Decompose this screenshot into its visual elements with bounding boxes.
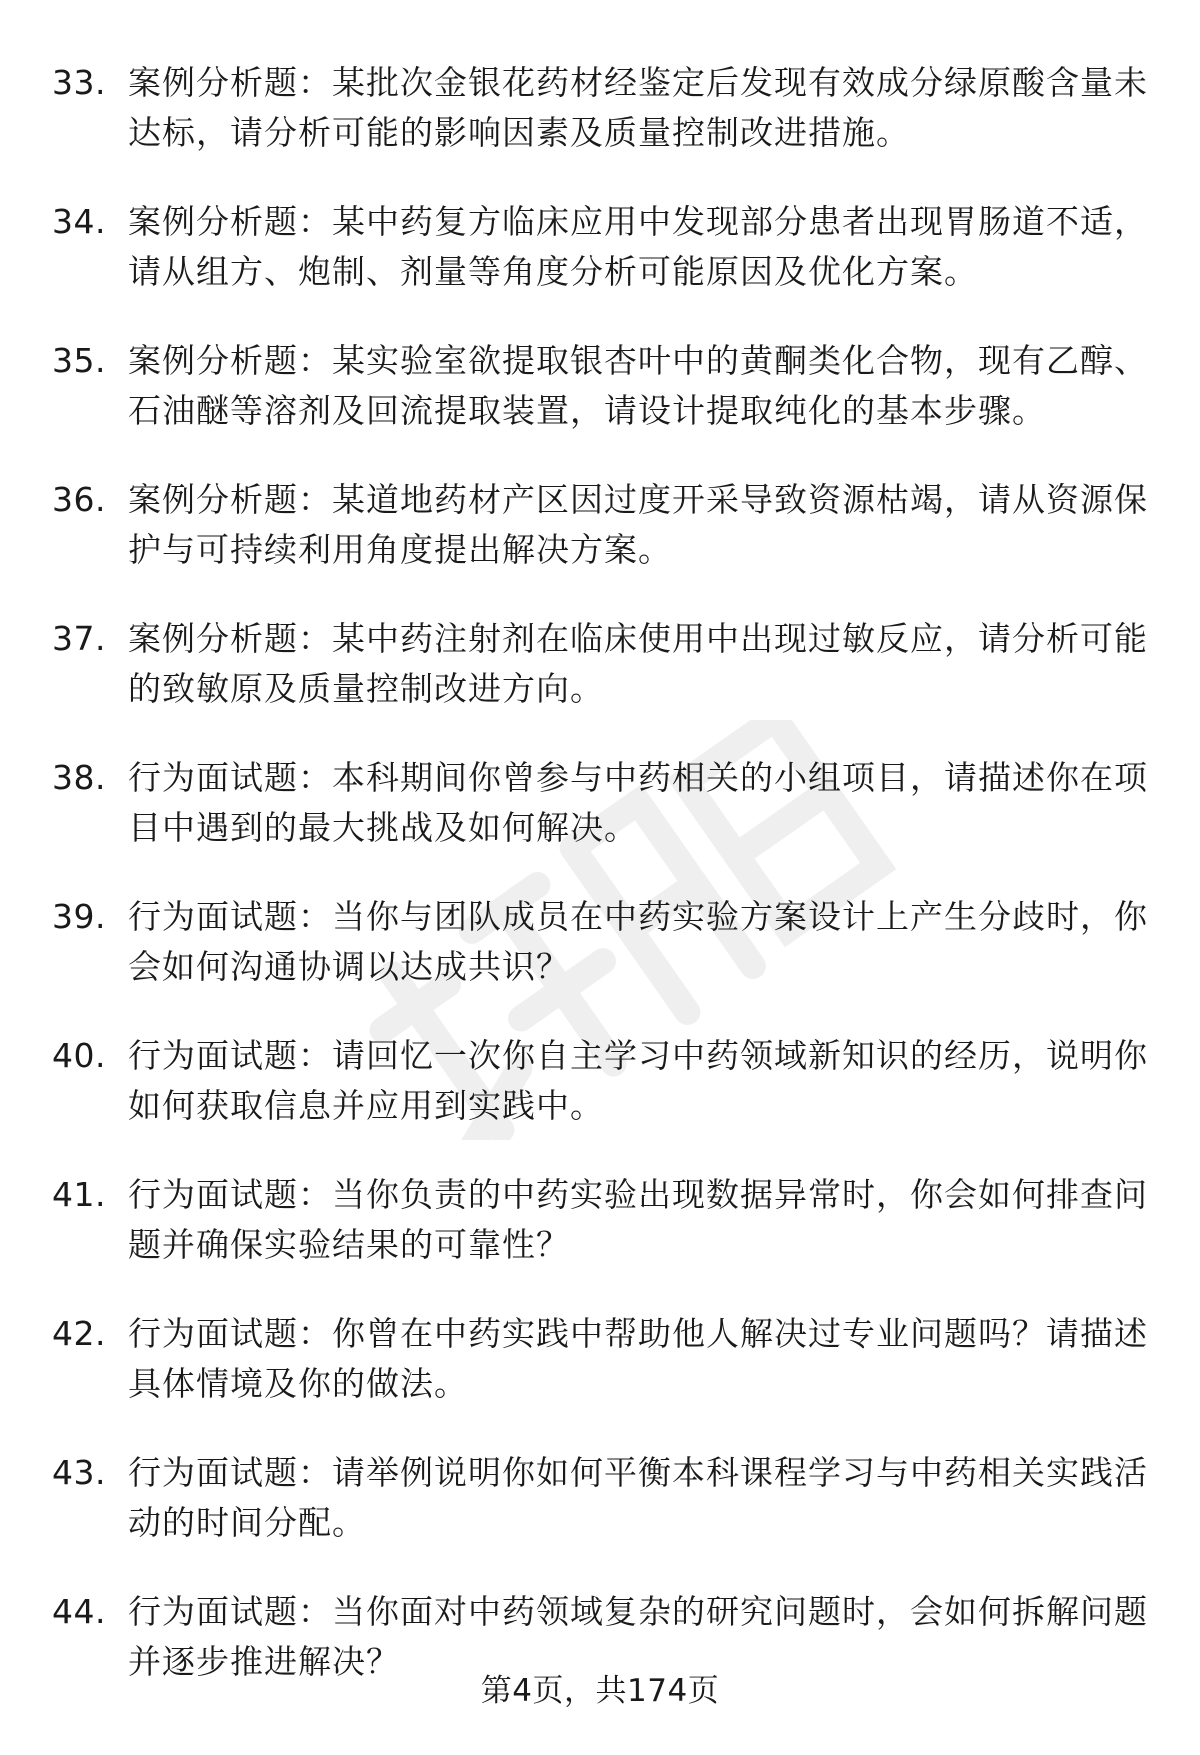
question-item [52,892,1152,992]
question-text: 行为面试题：请回忆一次你自主学习中药领域新知识的经历，说明你如何获取信息并应用到实践中。 [128,1036,1148,1125]
question-text: 案例分析题：某道地药材产区因过度开采导致资源枯竭，请从资源保护与可持续利用角度提出解决方案。 [128,480,1148,569]
question-text: 行为面试题：你曾在中药实践中帮助他人解决过专业问题吗？请描述具体情境及你的做法。 [128,1314,1148,1403]
question-text: 行为面试题：当你负责的中药实验出现数据异常时，你会如何排查问题并确保实验结果的可靠性？ [128,1175,1148,1264]
question-number: 43. [52,1453,106,1492]
question-item [52,1170,1152,1270]
question-item [52,614,1152,714]
question-text: 行为面试题：请举例说明你如何平衡本科课程学习与中药相关实践活动的时间分配。 [128,1453,1148,1542]
question-number: 41. [52,1175,106,1214]
question-item [52,475,1152,575]
question-item [52,197,1152,297]
question-text: 案例分析题：某实验室欲提取银杏叶中的黄酮类化合物，现有乙醇、石油醚等溶剂及回流提取装置，请设计提取纯化的基本步骤。 [128,341,1148,430]
question-number: 33. [52,63,106,102]
question-number: 36. [52,480,106,519]
page-number-footer: 第4页，共174页 [480,1673,720,1709]
question-text: 案例分析题：某中药注射剂在临床使用中出现过敏反应，请分析可能的致敏原及质量控制改进方向。 [128,619,1148,708]
question-list [52,58,1152,1726]
question-number: 44. [52,1592,106,1631]
question-item [52,1448,1152,1548]
question-number: 40. [52,1036,106,1075]
question-item [52,58,1152,158]
question-item [52,753,1152,853]
question-number: 37. [52,619,106,658]
question-number: 39. [52,897,106,936]
question-text: 案例分析题：某批次金银花药材经鉴定后发现有效成分绿原酸含量未达标，请分析可能的影响因素及质量控制改进措施。 [128,63,1148,152]
question-item [52,1031,1152,1131]
question-item [52,1309,1152,1409]
question-number: 34. [52,202,106,241]
question-text: 行为面试题：本科期间你曾参与中药相关的小组项目，请描述你在项目中遇到的最大挑战及如何解决。 [128,758,1148,847]
question-text: 案例分析题：某中药复方临床应用中发现部分患者出现胃肠道不适，请从组方、炮制、剂量等角度分析可能原因及优化方案。 [128,202,1148,291]
question-number: 38. [52,758,106,797]
question-text: 行为面试题：当你面对中药领域复杂的研究问题时，会如何拆解问题并逐步推进解决？ [128,1592,1148,1681]
question-number: 35. [52,341,106,380]
question-item [52,336,1152,436]
question-number: 42. [52,1314,106,1353]
question-text: 行为面试题：当你与团队成员在中药实验方案设计上产生分歧时，你会如何沟通协调以达成共识？ [128,897,1148,986]
